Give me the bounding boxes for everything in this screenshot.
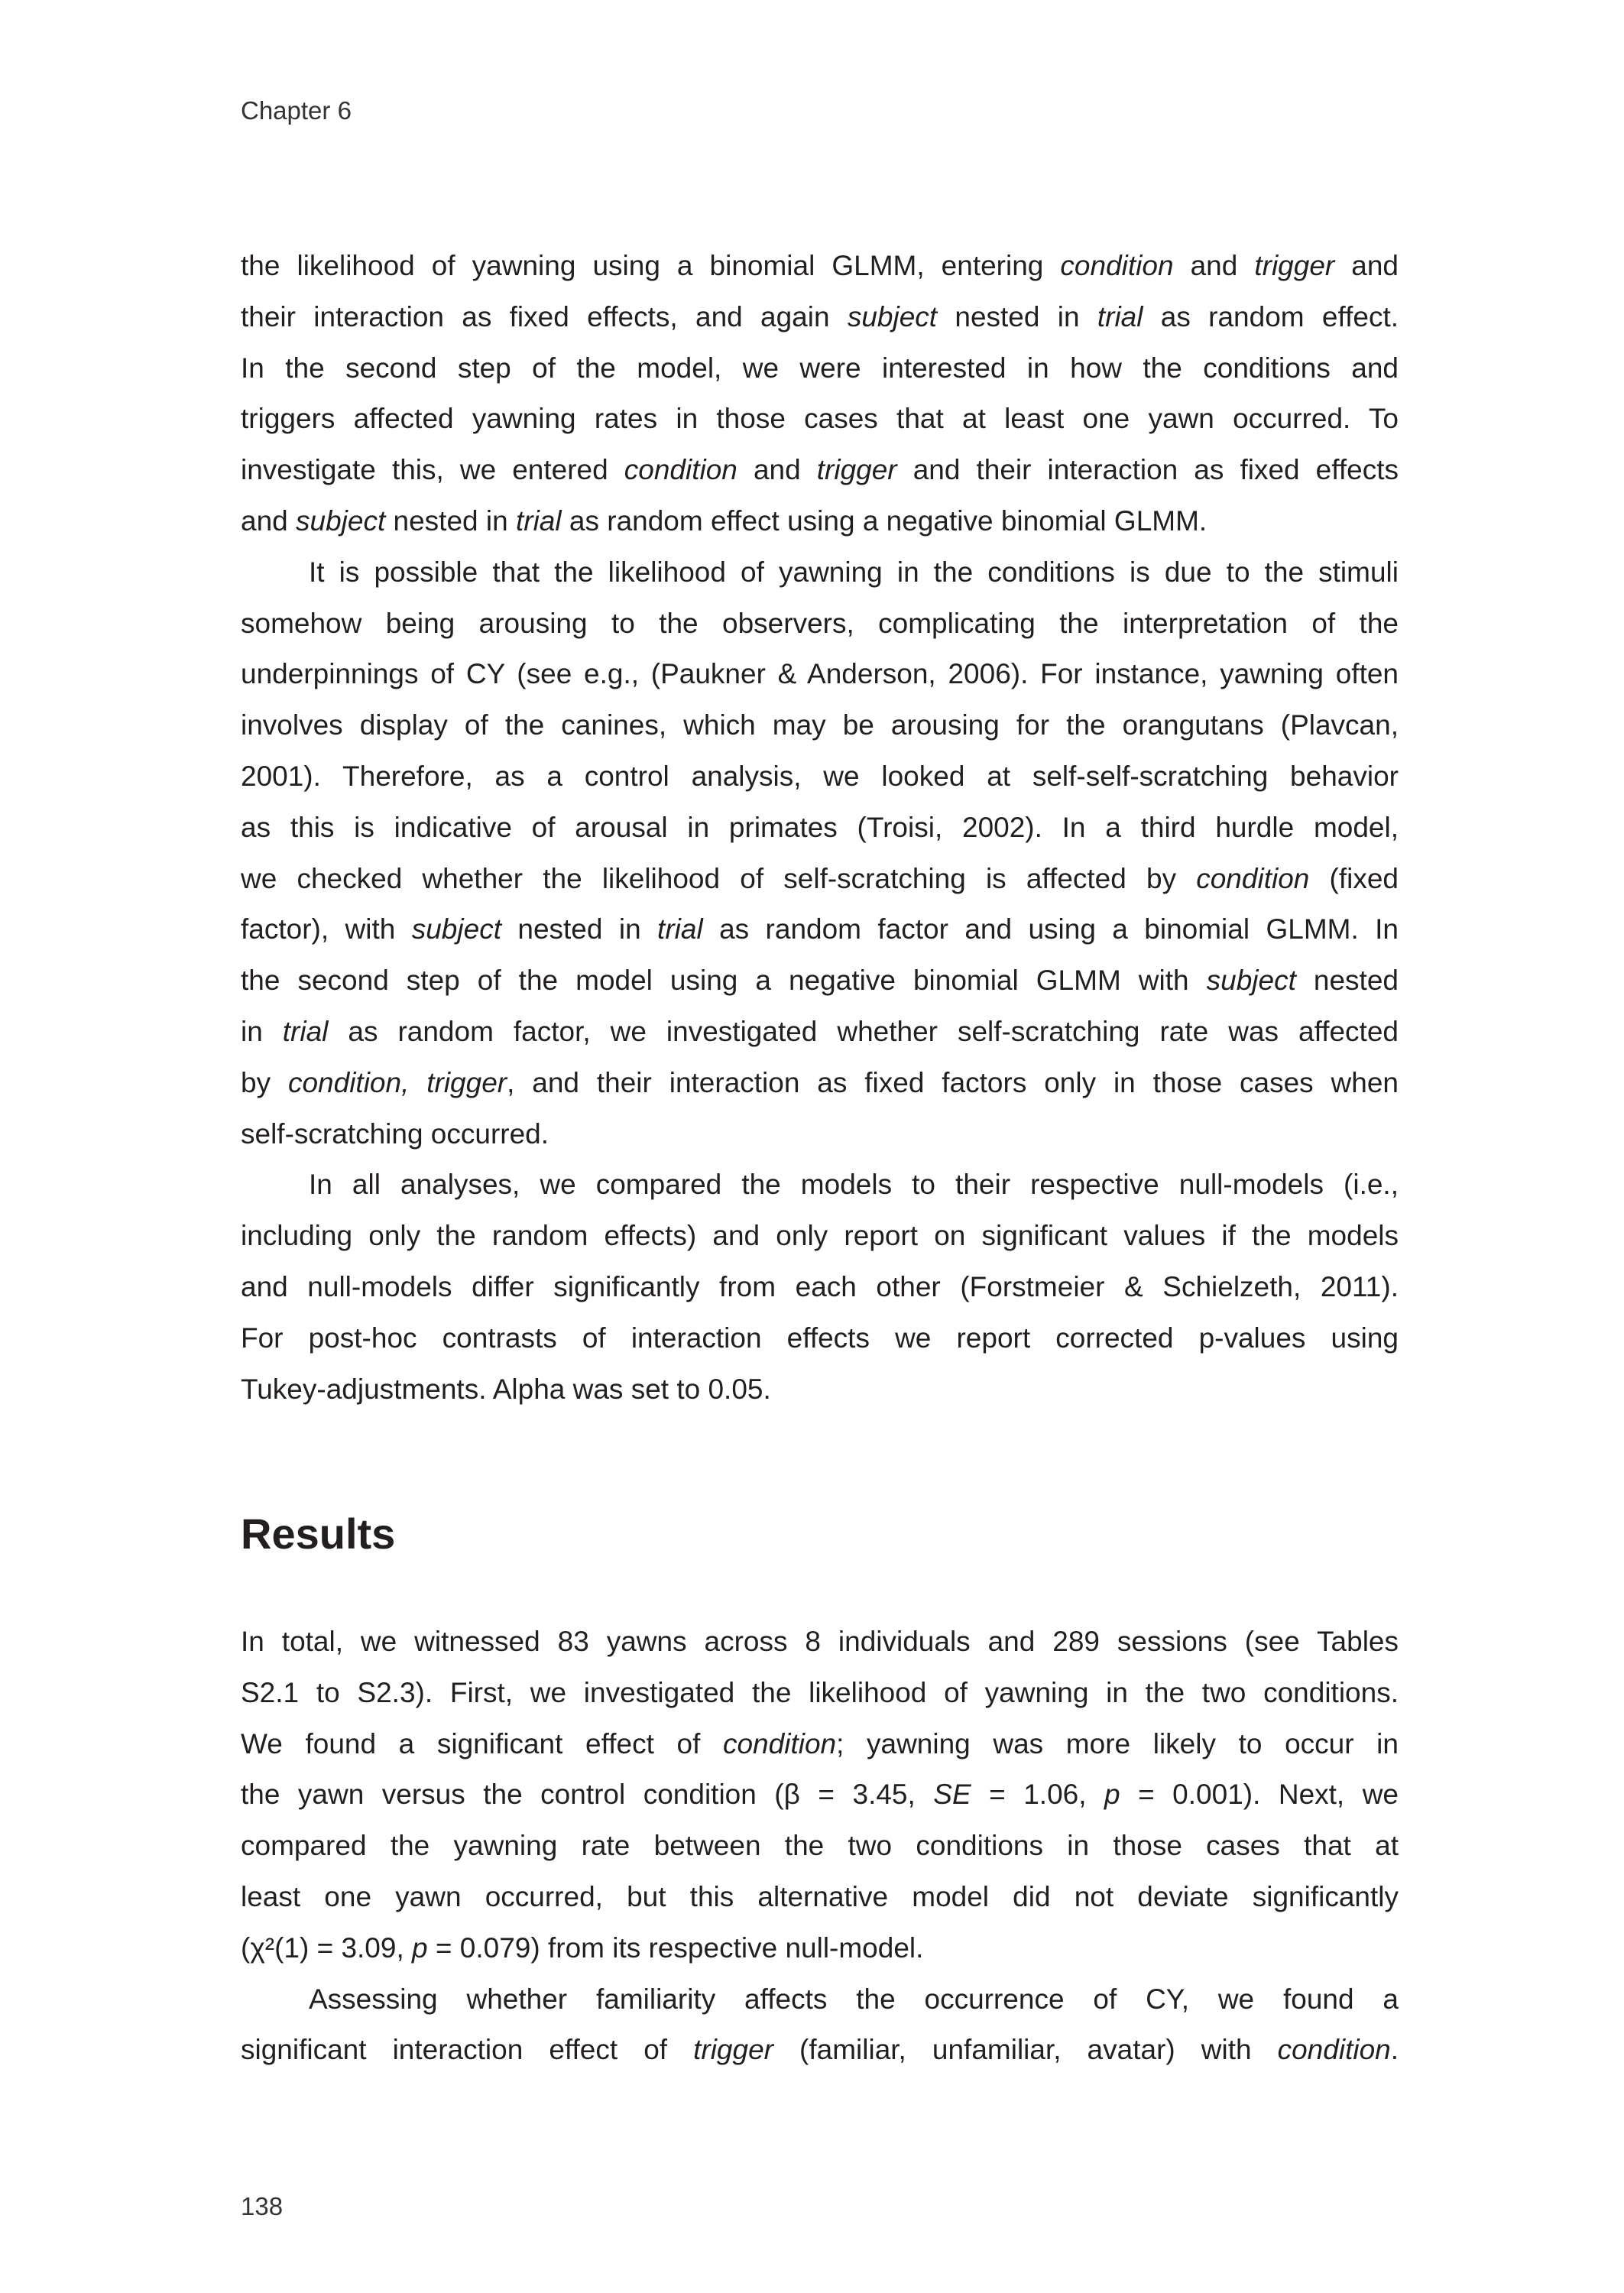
text-line [241, 1719, 1399, 1770]
text-line [241, 751, 1399, 803]
text-line [241, 445, 1399, 496]
text-segment: underpinnings of CY (see e.g., (Paukner & Anderson, 2006). For instance, yawning often [241, 658, 1399, 690]
text-line [241, 1668, 1399, 1719]
text-line [241, 1159, 1399, 1211]
results-text [241, 1617, 1399, 2076]
italic-term: trigger [693, 2034, 773, 2066]
text-segment: We found a significant effect of [241, 1727, 723, 1759]
italic-term: condition [722, 1727, 837, 1759]
italic-term: SE [933, 1779, 971, 1811]
text-line [241, 1313, 1399, 1364]
text-line [241, 854, 1399, 905]
text-line [241, 547, 1399, 598]
italic-term: condition [1277, 2034, 1391, 2066]
text-segment: . [1390, 2034, 1399, 2066]
text-segment: the likelihood of yawning using a binomial GLMM, entering [241, 250, 1061, 281]
text-segment: = 1.06, [971, 1779, 1105, 1811]
text-segment: In the second step of the model, we were interested in how the conditions and [241, 352, 1399, 384]
text-segment: including only the random effects) and only report on significant values if the models [241, 1220, 1399, 1252]
text-segment: , and their interaction as fixed factors only in those cases when [507, 1066, 1399, 1098]
text-line [241, 343, 1399, 394]
text-segment: nested in [385, 504, 516, 537]
italic-term: trial [657, 913, 703, 945]
text-line [241, 496, 1399, 547]
text-segment: and their interaction as fixed effects [896, 454, 1399, 486]
text-segment: we checked whether the likelihood of self-scratching is affected by [241, 862, 1197, 894]
italic-term: p [412, 1931, 428, 1964]
text-segment: and [241, 504, 297, 537]
text-segment: compared the yawning rate between the two conditions in those cases that at [241, 1830, 1399, 1862]
text-line [241, 394, 1399, 445]
text-line [241, 1262, 1399, 1313]
text-segment: and null-models differ significantly from each other (Forstmeier & Schielzeth, 2011). [241, 1270, 1399, 1302]
text-segment: factor), with [241, 913, 412, 945]
text-segment: (fixed [1309, 862, 1399, 894]
text-segment: (χ²(1) = 3.09, [241, 1931, 413, 1964]
methods-text [241, 241, 1399, 1415]
text-line [241, 1058, 1399, 1109]
italic-term: subject [1206, 965, 1296, 997]
running-head: Chapter 6 [241, 96, 352, 125]
italic-term: subject [411, 913, 501, 945]
italic-term: condition [1060, 250, 1174, 281]
text-segment: = 0.079) from its respective null-model. [427, 1931, 924, 1964]
text-segment: as this is indicative of arousal in primates (Troisi, 2002). In a third hurdle model, [241, 811, 1399, 843]
text-segment: nested in [501, 913, 658, 945]
text-segment: It is possible that the likelihood of yawning in the conditions is due to the stimuli [309, 556, 1399, 588]
italic-term: trial [282, 1015, 329, 1047]
text-line [241, 803, 1399, 854]
text-segment: For post-hoc contrasts of interaction effects we report corrected p-values using [241, 1322, 1399, 1354]
text-line [241, 598, 1399, 650]
text-segment: somehow being arousing to the observers, complicating the interpretation of the [241, 607, 1399, 639]
text-segment: and [737, 454, 817, 486]
text-segment: Assessing whether familiarity affects the occurrence of CY, we found a [309, 1983, 1399, 2015]
italic-term: subject [847, 300, 938, 332]
text-segment: nested in [937, 300, 1097, 332]
italic-term: condition, trigger [287, 1066, 507, 1098]
text-line [241, 1007, 1399, 1058]
italic-term: trial [1097, 300, 1143, 332]
text-segment: in [241, 1015, 283, 1047]
text-segment: as random factor and using a binomial GLMM. In [702, 913, 1399, 945]
text-line [241, 1364, 1399, 1416]
italic-term: trigger [816, 454, 897, 486]
text-segment: Tukey-adjustments. Alpha was set to 0.05. [241, 1373, 771, 1405]
text-line [241, 1211, 1399, 1262]
text-segment: (familiar, unfamiliar, avatar) with [773, 2034, 1278, 2066]
text-segment: least one yawn occurred, but this alternative model did not deviate significantly [241, 1880, 1399, 1912]
text-segment: significant interaction effect of [241, 2034, 694, 2066]
page-number: 138 [241, 2192, 284, 2220]
text-segment: as random effect. [1143, 300, 1399, 332]
text-segment: involves display of the canines, which may be arousing for the orangutans (Plavcan, [241, 709, 1399, 741]
text-segment: = 0.001). Next, we [1120, 1779, 1399, 1811]
text-line [241, 1821, 1399, 1872]
text-line [241, 649, 1399, 700]
text-line [241, 1769, 1399, 1821]
italic-term: trial [515, 504, 562, 537]
text-segment: nested [1295, 965, 1399, 997]
text-line [241, 700, 1399, 751]
text-segment: triggers affected yawning rates in those cases that at least one yawn occurred. To [241, 403, 1399, 435]
text-segment: S2.1 to S2.3). First, we investigated the likelihood of yawning in the two conditions. [241, 1676, 1399, 1708]
text-line [241, 2025, 1399, 2076]
text-line [241, 241, 1399, 292]
text-segment: the yawn versus the control condition (β = 3.45, [241, 1779, 934, 1811]
text-line [241, 1617, 1399, 1668]
text-line [241, 292, 1399, 343]
text-segment: as random factor, we investigated whether self-scratching rate was affected [328, 1015, 1399, 1047]
results-heading: Results [241, 1510, 396, 1558]
text-segment: the second step of the model using a negative binomial GLMM with [241, 965, 1207, 997]
italic-term: p [1104, 1779, 1120, 1811]
text-segment: by [241, 1066, 288, 1098]
text-segment: self-scratching occurred. [241, 1117, 549, 1150]
text-segment: and [1173, 250, 1255, 281]
text-segment: In all analyses, we compared the models to their respective null-models (i.e., [309, 1169, 1399, 1201]
italic-term: condition [1196, 862, 1310, 894]
text-line [241, 904, 1399, 955]
text-line [241, 1923, 1399, 1974]
text-line [241, 1872, 1399, 1923]
text-segment: ; yawning was more likely to occur in [836, 1727, 1399, 1759]
italic-term: subject [296, 504, 386, 537]
text-segment: 2001). Therefore, as a control analysis, we looked at self-self-scratching behavior [241, 760, 1399, 792]
italic-term: condition [624, 454, 737, 486]
text-segment: as random effect using a negative binomial GLMM. [561, 504, 1207, 537]
text-segment: investigate this, we entered [241, 454, 624, 486]
text-segment: their interaction as fixed effects, and again [241, 300, 848, 332]
text-segment: In total, we witnessed 83 yawns across 8 individuals and 289 sessions (see Tables [241, 1626, 1399, 1657]
text-segment: and [1334, 250, 1399, 281]
italic-term: trigger [1254, 250, 1335, 281]
text-line [241, 1974, 1399, 2025]
text-line [241, 1109, 1399, 1160]
text-line [241, 955, 1399, 1007]
